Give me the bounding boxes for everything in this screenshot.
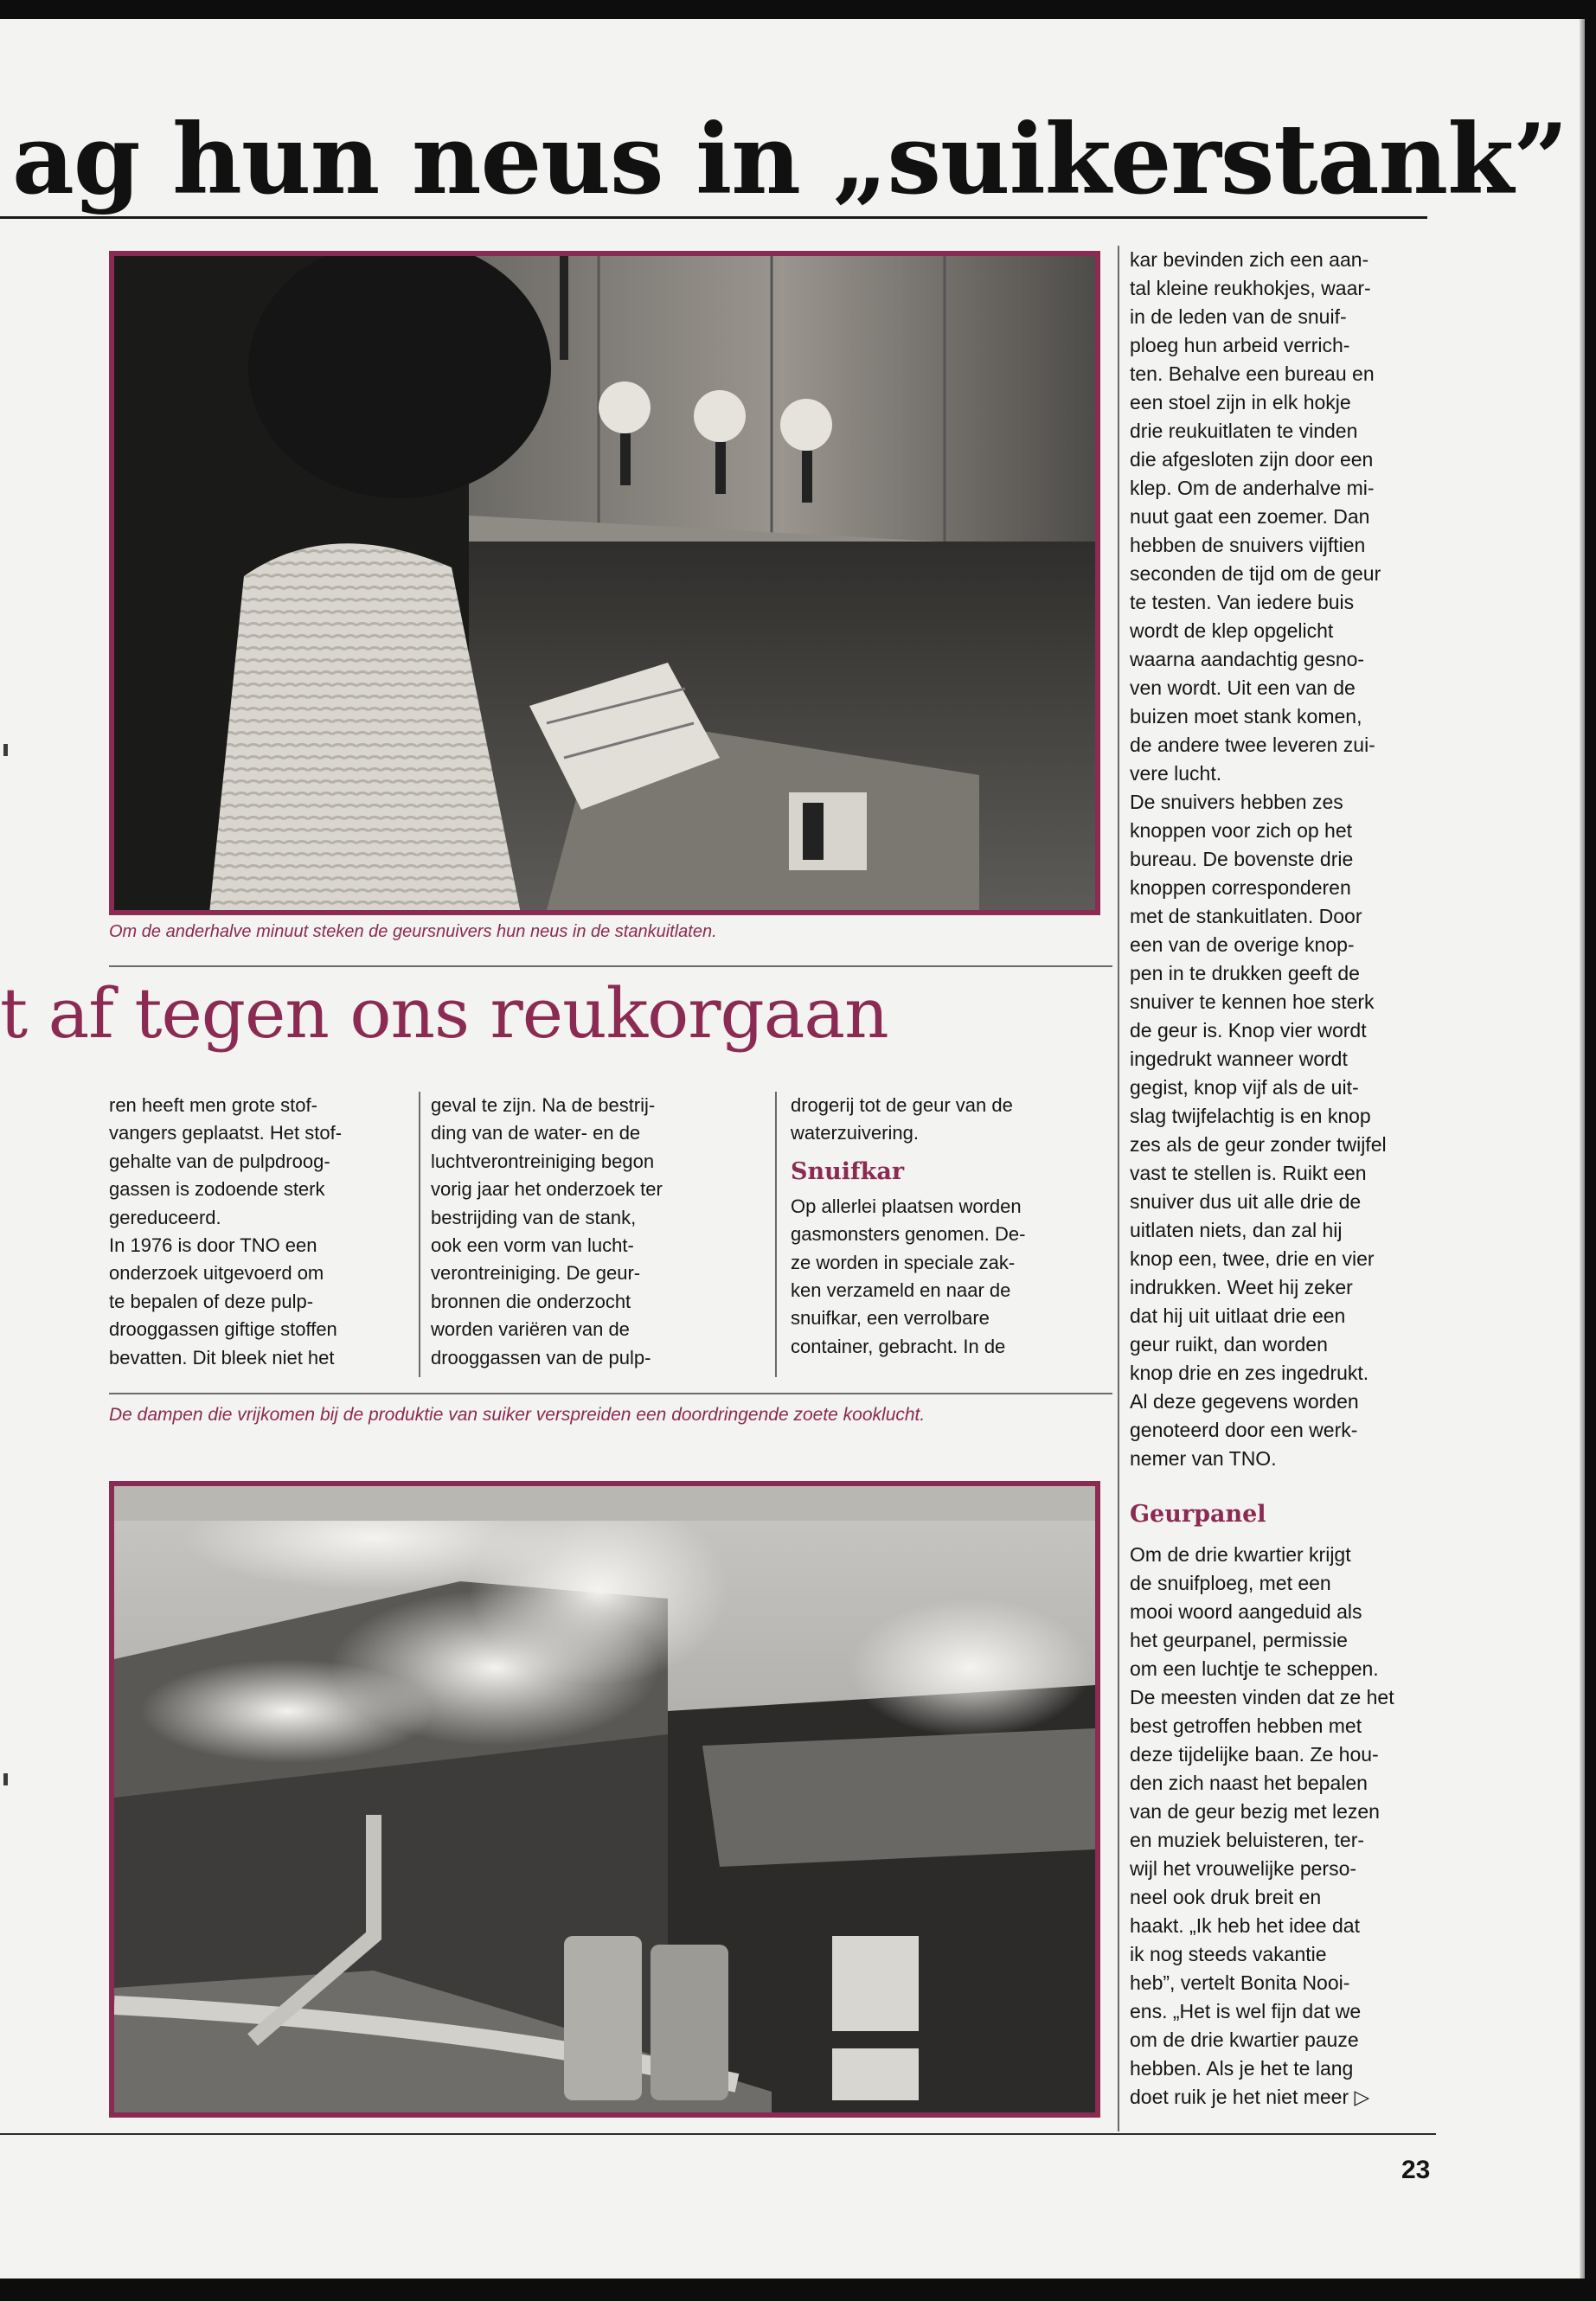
col2-line: bronnen die onderzocht: [431, 1290, 631, 1312]
col1-line: bevatten. Dit bleek niet het: [109, 1346, 335, 1368]
right-line: snuiver te kennen hoe sterk: [1130, 990, 1375, 1013]
col1-line: te bepalen of deze pulp-: [109, 1290, 314, 1312]
right-line: van de geur bezig met lezen: [1130, 1800, 1380, 1823]
right-line: indrukken. Weet hij zeker: [1130, 1276, 1353, 1298]
col2-line: vorig jaar het onderzoek ter: [431, 1178, 663, 1201]
right-line: drie reukuitlaten te vinden: [1130, 420, 1358, 442]
right-line: Om de drie kwartier krijgt: [1130, 1543, 1351, 1566]
right-line: de snuifploeg, met een: [1130, 1572, 1331, 1594]
col2-line: luchtverontreiniging begon: [431, 1150, 655, 1172]
col1-line: gereduceerd.: [109, 1206, 221, 1228]
right-line: slag twijfelachtig is en knop: [1130, 1105, 1371, 1127]
right-line: snuiver dus uit alle drie de: [1130, 1190, 1362, 1213]
right-line: doet ruik je het niet meer ▷: [1130, 2086, 1370, 2108]
section-heading-snuifkar: Snuifkar: [791, 1157, 905, 1185]
col2-line: ook een vorm van lucht-: [431, 1234, 634, 1257]
col2-line: drooggassen van de pulp-: [431, 1346, 651, 1368]
binding-mark: [3, 744, 8, 756]
right-line: een stoel zijn in elk hokje: [1130, 391, 1351, 413]
right-line: wijl het vrouwelijke perso-: [1130, 1857, 1357, 1880]
right-line: waarna aandachtig gesno-: [1130, 648, 1365, 670]
photo-bottom: [109, 1481, 1100, 2118]
col3-line: waterzuivering.: [791, 1122, 919, 1144]
col2-line: geval te zijn. Na de bestrij-: [431, 1094, 656, 1116]
right-line: een van de overige knop-: [1130, 933, 1355, 956]
right-line: in de leden van de snuif-: [1130, 305, 1347, 328]
col3-line: snuifkar, een verrolbare: [791, 1307, 990, 1330]
right-line: geur ruikt, dan worden: [1130, 1333, 1328, 1356]
right-line: ens. „Het is wel fijn dat we: [1130, 2000, 1362, 2022]
right-line: buizen moet stank komen,: [1130, 705, 1362, 727]
photo-bottom-caption: De dampen die vrijkomen bij de produktie van suiker verspreiden een doordringende zoete kooklucht.: [109, 1405, 926, 1425]
headline-rule: [0, 216, 1427, 219]
right-line: ten. Behalve een bureau en: [1130, 362, 1375, 385]
photo-top-caption: Om de anderhalve minuut steken de geursnuivers hun neus in de stankuitlaten.: [109, 922, 717, 941]
right-line: hebben de snuivers vijftien: [1130, 534, 1366, 556]
col3-line: ken verzameld en naar de: [791, 1279, 1011, 1302]
right-line: wordt de klep opgelicht: [1130, 619, 1334, 642]
photo-top: [109, 251, 1100, 915]
col1-line: gehalte van de pulpdroog-: [109, 1150, 330, 1172]
right-line: haakt. „Ik heb het idee dat: [1130, 1914, 1360, 1937]
right-line: ik nog steeds vakantie: [1130, 1943, 1327, 1965]
right-line: knoppen voor zich op het: [1130, 819, 1353, 842]
col1-line: gassen is zodoende sterk: [109, 1178, 325, 1201]
right-line: de andere twee leveren zui-: [1130, 734, 1375, 756]
col1-line: ren heeft men grote stof-: [109, 1094, 317, 1116]
right-line: mooi woord aangeduid als: [1130, 1600, 1362, 1623]
col1-line: drooggassen giftige stoffen: [109, 1318, 337, 1341]
col1-line: vangers geplaatst. Het stof-: [109, 1122, 343, 1144]
right-line: dat hij uit uitlaat drie een: [1130, 1304, 1346, 1327]
right-line: nuut gaat een zoemer. Dan: [1130, 505, 1370, 528]
right-line: knop drie en zes ingedrukt.: [1130, 1362, 1369, 1384]
column-1: [109, 1092, 412, 1372]
right-column: [1130, 246, 1441, 2112]
right-line: knop een, twee, drie en vier: [1130, 1247, 1375, 1270]
right-line: vere lucht.: [1130, 762, 1222, 785]
right-line: bureau. De bovenste drie: [1130, 848, 1354, 870]
right-line: genoteerd door een werk-: [1130, 1419, 1358, 1441]
right-line: heb”, vertelt Bonita Nooi-: [1130, 1971, 1350, 1994]
right-line: De meesten vinden dat ze het: [1130, 1686, 1394, 1708]
right-line: Al deze gegevens worden: [1130, 1390, 1359, 1413]
right-line: den zich naast het bepalen: [1130, 1772, 1368, 1794]
headline: ag hun neus in „suikerstank”: [12, 104, 1567, 216]
column-3: [791, 1092, 1102, 1361]
right-line: het geurpanel, permissie: [1130, 1629, 1348, 1651]
right-line: De snuivers hebben zes: [1130, 791, 1343, 813]
col2-line: worden variëren van de: [431, 1318, 630, 1341]
col1-line: In 1976 is door TNO een: [109, 1234, 317, 1257]
section-heading-geurpanel: Geurpanel: [1130, 1501, 1266, 1528]
right-line: zes als de geur zonder twijfel: [1130, 1133, 1387, 1156]
right-line: om een luchtje te scheppen.: [1130, 1657, 1379, 1680]
col3-line: Op allerlei plaatsen worden: [791, 1195, 1022, 1217]
right-line: pen in te drukken geeft de: [1130, 962, 1360, 984]
right-column-divider: [1118, 246, 1119, 2131]
right-line: deze tijdelijke baan. Ze hou-: [1130, 1743, 1379, 1766]
subhead: t af tegen ons reukorgaan: [0, 973, 888, 1054]
right-line: nemer van TNO.: [1130, 1447, 1277, 1470]
right-line: de geur is. Knop vier wordt: [1130, 1019, 1367, 1042]
column-2: [431, 1092, 760, 1372]
right-line: vast te stellen is. Ruikt een: [1130, 1162, 1367, 1184]
page-edge: [1580, 19, 1585, 2279]
right-line: best getroffen hebben met: [1130, 1715, 1362, 1737]
right-line: neel ook druk breit en: [1130, 1886, 1322, 1908]
col2-line: bestrijding van de stank,: [431, 1206, 637, 1228]
col3-line: ze worden in speciale zak-: [791, 1251, 1016, 1273]
right-line: ploeg hun arbeid verrich-: [1130, 334, 1350, 356]
lower-rule: [109, 1393, 1112, 1394]
right-line: ven wordt. Uit een van de: [1130, 676, 1356, 699]
right-line: klep. Om de anderhalve mi-: [1130, 477, 1375, 499]
right-line: die afgesloten zijn door een: [1130, 448, 1374, 471]
right-line: met de stankuitlaten. Door: [1130, 905, 1362, 927]
right-line: gegist, knop vijf als de uit-: [1130, 1076, 1359, 1099]
right-line: tal kleine reukhokjes, waar-: [1130, 277, 1371, 299]
column-divider: [775, 1092, 777, 1377]
page-number: 23: [1401, 2156, 1431, 2184]
col3-line: drogerij tot de geur van de: [791, 1094, 1013, 1116]
column-divider: [419, 1092, 420, 1377]
bottom-rule: [0, 2133, 1436, 2135]
right-line: kar bevinden zich een aan-: [1130, 248, 1369, 271]
col3-line: gasmonsters genomen. De-: [791, 1223, 1026, 1246]
right-line: te testen. Van iedere buis: [1130, 591, 1355, 613]
right-line: ingedrukt wanneer wordt: [1130, 1048, 1348, 1070]
col3-line: container, gebracht. In de: [791, 1335, 1006, 1357]
col1-line: onderzoek uitgevoerd om: [109, 1262, 324, 1285]
right-line: seconden de tijd om de geur: [1130, 562, 1381, 585]
right-line: uitlaten niets, dan zal hij: [1130, 1219, 1343, 1241]
right-line: hebben. Als je het te lang: [1130, 2057, 1354, 2080]
right-line: om de drie kwartier pauze: [1130, 2029, 1359, 2051]
col2-line: ding van de water- en de: [431, 1122, 641, 1144]
col2-line: verontreiniging. De geur-: [431, 1262, 641, 1285]
caption-rule: [109, 965, 1112, 967]
right-line: en muziek beluisteren, ter-: [1130, 1829, 1365, 1851]
right-line: knoppen corresponderen: [1130, 876, 1351, 899]
binding-mark: [3, 1773, 8, 1785]
